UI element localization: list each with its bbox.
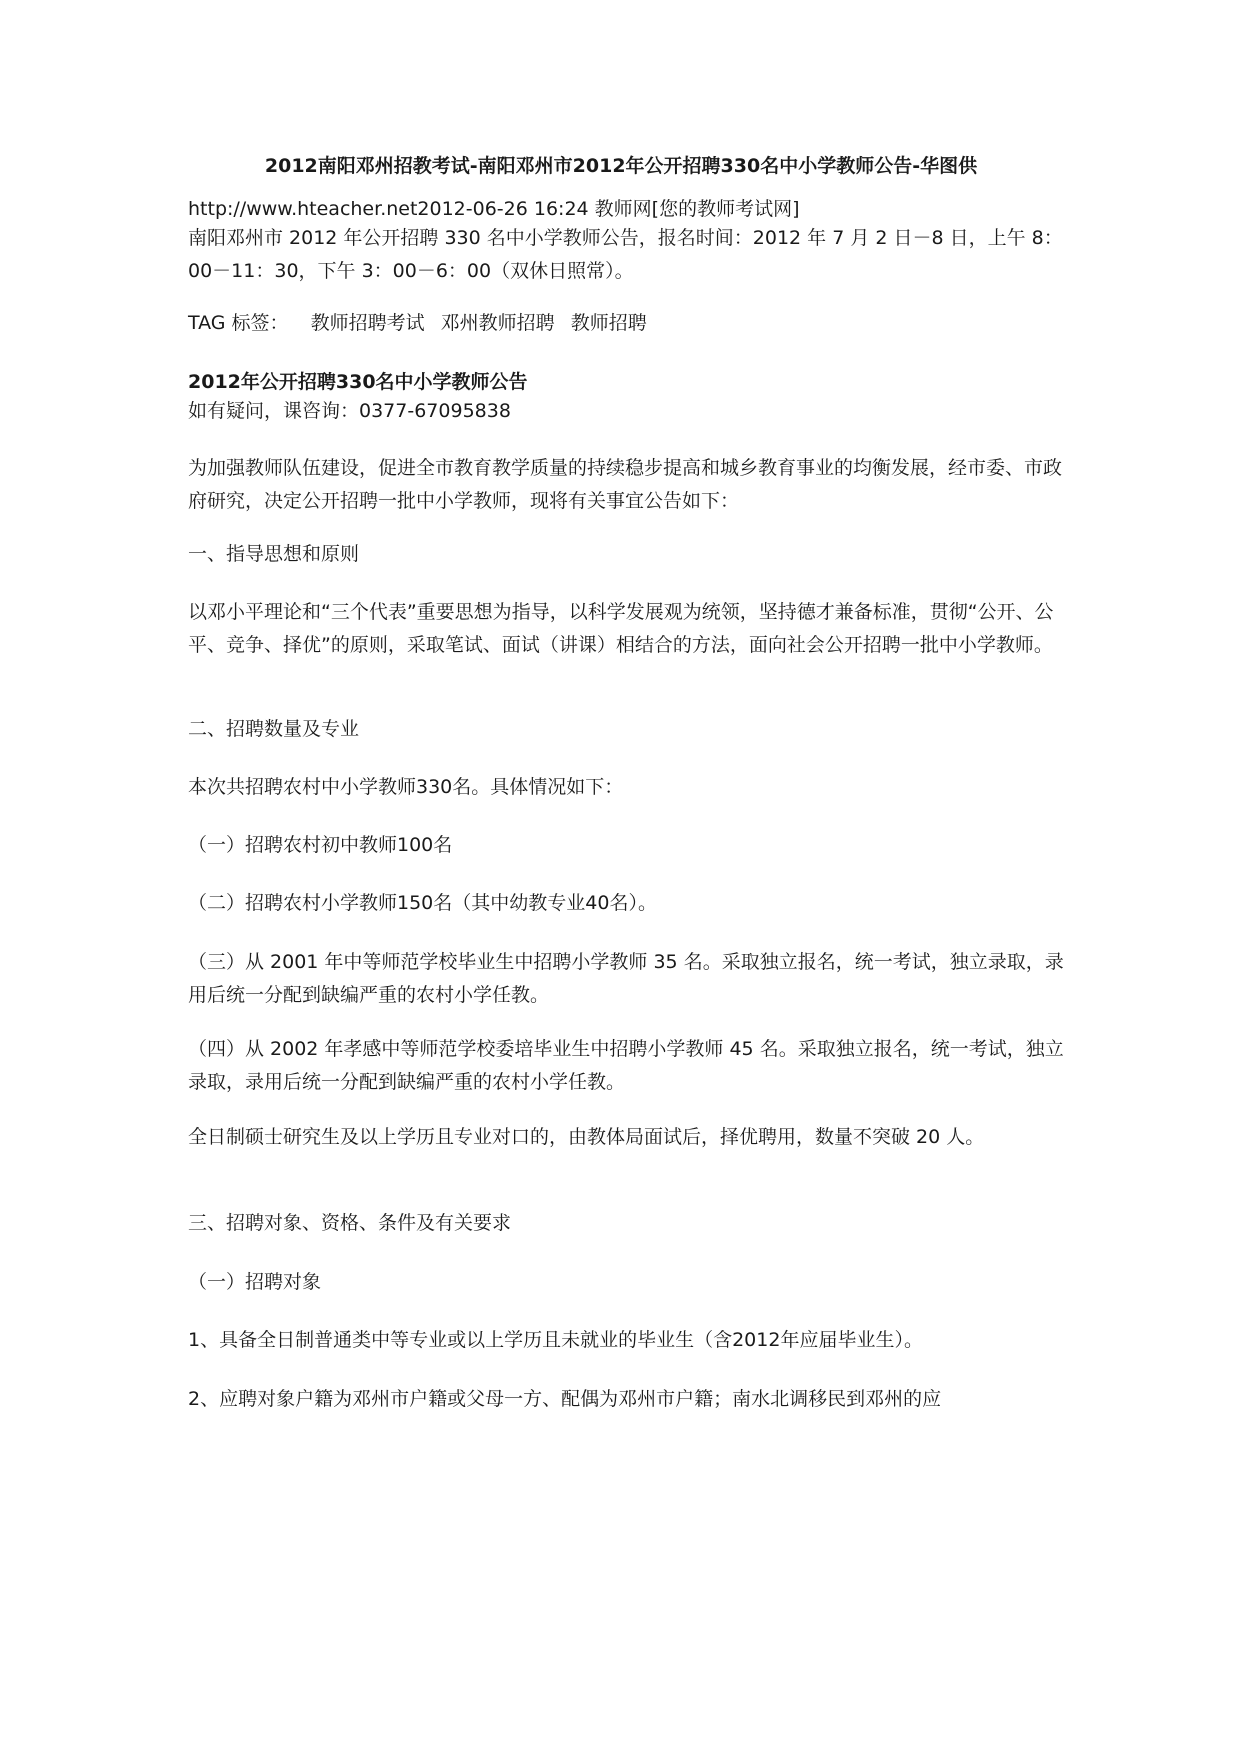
tag-link[interactable]: 教师招聘 xyxy=(570,312,647,334)
source-line: http://www.hteacher.net2012-06-26 16:24 教师网[您的教师考试网] xyxy=(188,198,800,220)
body-paragraph: 本次共招聘农村中小学教师330名。具体情况如下： xyxy=(188,776,624,798)
body-paragraph: 以邓小平理论和“三个代表”重要思想为指导，以科学发展观为统领，坚持德才兼备标准，贯彻“公开、公平、竞争、择优”的原则，采取笔试、面试（讲课）相结合的方法，面向社会公开招聘一批中小学教师。 xyxy=(188,601,1054,656)
section-heading: 一、指导思想和原则 xyxy=(188,543,360,565)
section-heading: 三、招聘对象、资格、条件及有关要求 xyxy=(188,1212,512,1234)
section-heading: 二、招聘数量及专业 xyxy=(188,718,360,740)
notice-heading: 2012年公开招聘330名中小学教师公告 xyxy=(188,371,528,393)
list-item: 1、具备全日制普通类中等专业或以上学历且未就业的毕业生（含2012年应届毕业生）。 xyxy=(188,1329,923,1351)
tag-link[interactable]: 邓州教师招聘 xyxy=(440,312,555,334)
tag-link[interactable]: 教师招聘考试 xyxy=(310,312,425,334)
list-item: （一）招聘农村初中教师100名 xyxy=(188,834,453,856)
body-paragraph: 全日制硕士研究生及以上学历且专业对口的，由教体局面试后，择优聘用，数量不突破 20 人。 xyxy=(188,1126,985,1148)
subsection-heading: （一）招聘对象 xyxy=(188,1271,322,1293)
list-item: （四）从 2002 年孝感中等师范学校委培毕业生中招聘小学教师 45 名。采取独立报名，统一考试，独立录取，录用后统一分配到缺编严重的农村小学任教。 xyxy=(188,1038,1064,1093)
tag-row xyxy=(188,307,1068,340)
consult-line: 如有疑问，课咨询：0377-67095838 xyxy=(188,400,511,422)
summary-paragraph: 南阳邓州市 2012 年公开招聘 330 名中小学教师公告，报名时间：2012 年 7 月 2 日－8 日，上午 8：00－11：30，下午 3：00－6：00（双休日照常）。 xyxy=(188,227,1063,282)
list-item: （二）招聘农村小学教师150名（其中幼教专业40名）。 xyxy=(188,892,657,914)
list-item: 2、应聘对象户籍为邓州市户籍或父母一方、配偶为邓州市户籍；南水北调移民到邓州的应 xyxy=(188,1388,942,1410)
intro-paragraph: 为加强教师队伍建设，促进全市教育教学质量的持续稳步提高和城乡教育事业的均衡发展，经市委、市政府研究，决定公开招聘一批中小学教师，现将有关事宜公告如下： xyxy=(188,457,1063,512)
document-title: 2012南阳邓州招教考试-南阳邓州市2012年公开招聘330名中小学教师公告-华图供 xyxy=(264,155,978,177)
list-item: （三）从 2001 年中等师范学校毕业生中招聘小学教师 35 名。采取独立报名，统一考试，独立录取，录用后统一分配到缺编严重的农村小学任教。 xyxy=(188,951,1064,1006)
tag-label: TAG 标签： xyxy=(188,312,289,334)
